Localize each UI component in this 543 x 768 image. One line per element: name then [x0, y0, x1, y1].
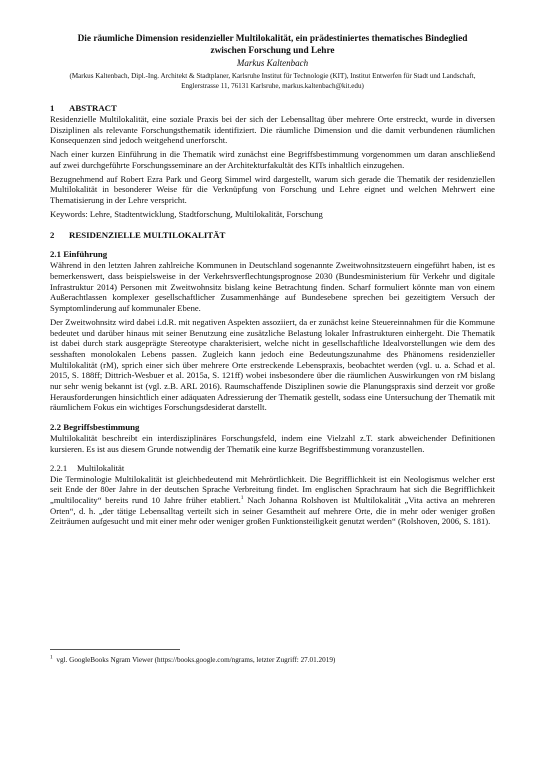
- abstract-paragraph-3: Bezugnehmend auf Robert Ezra Park und Georg Simmel wird dargestellt, warum sich gerade die Thematik der residenziellen Multilokalität in besonderer Weise für die Verknüpfung von Forschung und Lehre eignet und welchen Mehrwert eine Thematisierung in der Lehre verspricht.: [50, 173, 495, 205]
- subsubsection-number: 2.2.1: [50, 462, 68, 473]
- footnote-reference: 1: [240, 495, 244, 502]
- section-title: ABSTRACT: [69, 103, 117, 113]
- footnote-number: 1: [50, 654, 53, 661]
- paper-title: [50, 33, 495, 57]
- abstract-paragraph-1: Residenzielle Multilokalität, eine soziale Praxis bei der sich der Lebensalltag über mehrere Orte erstreckt, wurde in diversen Disziplinen als relevante Forschungsthematik identifiziert. Die räumliche Dimension und die damit verbundenen räumlichen Konsequenzen sind jedoch weitgehend unerforscht.: [50, 114, 495, 146]
- begriffsbestimmung-paragraph: Multilokalität beschreibt ein interdisziplinäres Forschungsfeld, indem eine Vielzahl z.T. stark abweichender Definitionen kursieren. Es ist aus diesem Grunde notwendig der Thematik eine kurze Begriffsbestimmung voranzustellen.: [50, 433, 495, 454]
- keywords: Keywords: Lehre, Stadtentwicklung, Stadtforschung, Multilokalität, Forschung: [50, 208, 323, 219]
- multilokalitaet-text-2: Nach Johanna Rolshoven ist Multilokalität „Vita activa an mehreren Orten“, d. h. „der tätige Lebensalltag verteilt sich in seiner Gesamtheit auf mehrere Orte, die in mehr oder weniger großen Zeiträumen aufgesucht und mit einer mehr oder weniger großen Funktionsteiligkeit genutzt werden“ (Rolshoven, 2006, S. 181).: [50, 494, 495, 527]
- einfuehrung-paragraph-1: Während in den letzten Jahren zahlreiche Kommunen in Deutschland sogenannte Zweitwohnsitzsteuern eingeführt haben, ist es bemerkenswert, dass beispielsweise in der Verkehrsverflechtungsprognose 2030 (Bundesministerium für Verkehr und digitale Infrastruktur 2014) Personen mit Zweitwohnsitz bislang keine Betrachtung finden. Scharf formuliert könnte man von einem Außerachtlassen komplexer gesellschaftlicher Zusammenhänge auf Bundesebene sprechen bei gezeitigtem Versuch der Symptomlinderung auf kommunaler Ebene.: [50, 260, 495, 314]
- section-number: 1: [50, 103, 55, 113]
- section-heading-abstract: [50, 103, 495, 114]
- multilokalitaet-paragraph: [50, 474, 495, 528]
- footnote-divider: [50, 649, 180, 650]
- subsection-heading-begriffsbestimmung: 2.2 Begriffsbestimmung: [50, 422, 140, 433]
- subsubsection-title: Multilokalität: [77, 462, 125, 473]
- footnote: [50, 655, 335, 665]
- section-title: RESIDENZIELLE MULTILOKALITÄT: [69, 230, 226, 241]
- abstract-paragraph-2: Nach einer kurzen Einführung in die Thematik wird zunächst eine Begriffsbestimmung vorgenommen um daran anschließend auf zwei durchgeführte Forschungsseminare an der Architekturfakultät des KITs inhaltlich einzugehen.: [50, 149, 495, 170]
- footnote-text: vgl. GoogleBooks Ngram Viewer (https://books.google.com/ngrams, letzter Zugriff: 27.01.2019): [56, 656, 336, 664]
- section-heading-residenzielle-multilokalitaet: [50, 230, 495, 241]
- multilokalitaet-text-1: Die Terminologie Multilokalität ist gleichbedeutend mit Mehrörtlichkeit. Die Begrifflichkeit ist ein Neologismus welcher erst seit Ende der 80er Jahre in der deutschen Sprache Verbreitung findet. Im englischen Sprachraum hat sich die Begrifflichkeit „multilocality“ bereits rund 10 Jahre früher etabliert.: [50, 473, 495, 505]
- subsubsection-heading-multilokalitaet: [50, 463, 495, 474]
- author-name: Markus Kaltenbach: [236, 58, 309, 68]
- title-line-2: zwischen Forschung und Lehre: [210, 46, 335, 56]
- subsection-heading-einfuehrung: 2.1 Einführung: [50, 249, 108, 260]
- author-affiliation: (Markus Kaltenbach, Dipl.-Ing. Architekt & Stadtplaner, Karlsruhe Institut für Technologie (KIT), Institut Entwerfen für Stadt und Landschaft, Englerstrasse 11, 76131 Karlsruhe, markus.kaltenbach@kit.edu): [69, 72, 476, 90]
- title-line-1: Die räumliche Dimension residenzieller Multilokalität, ein prädestiniertes thematisches Bindeglied: [77, 34, 468, 44]
- einfuehrung-paragraph-2: Der Zweitwohnsitz wird dabei i.d.R. mit negativen Aspekten assoziiert, da er zunächst keine Steuereinnahmen für die Kommune bedeutet und darüber hinaus mit seiner Benutzung eine zusätzliche Belastung lokaler Infrastrukturen einhergeht. Die Thematik ist dabei durch stark ausgeprägte Stereotype charakterisiert, welche nicht in gesellschaftliche Idealvorstellungen wie dem des sesshaften monolokalen Lebens passen. Zugleich kann jedoch eine Bedeutungszunahme des Phänomens residenzieller Multilokalität (rM), sprich einer sich über mehrere Orte erstreckende Lebenspraxis, beobachtet werden (vgl. u. a. Schad et al. 2015, S. 188ff; Dittrich-Wesbuer et al. 2015a, S. 121ff) wobei insbesondere über die räumlichen Auswirkungen von rM bislang nur sehr wenig bekannt ist (vgl. z.B. ARL 2016). Raumschaffende Disziplinen sowie die Planungspraxis sind derzeit vor große Herausforderungen hinsichtlich einer adäquaten Adressierung der Thematik gestellt, sodass eine Untersuchung der Thematik mit räumlichem Fokus ein wichtiges Forschungsdesiderat darstellt.: [50, 316, 495, 413]
- section-number: 2: [50, 230, 55, 241]
